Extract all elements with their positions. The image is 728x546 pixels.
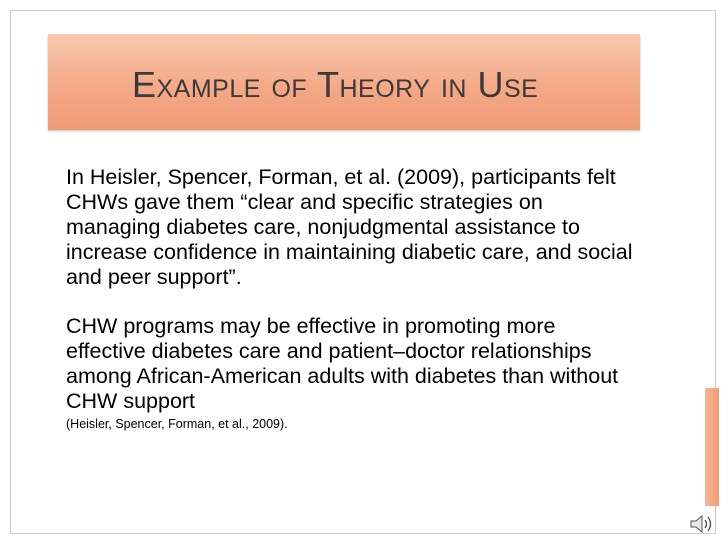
- bullet-text: CHW programs may be effective in promoting more effective diabetes care and patient–doctor relationships among African-American adults with diabetes than without CHW support: [66, 314, 619, 413]
- accent-tab: [705, 388, 719, 506]
- slide-title: Example of Theory in Use: [132, 64, 539, 105]
- citation: (Heisler, Spencer, Forman, et al., 2009).: [66, 417, 288, 431]
- bullet-item: [36, 314, 636, 434]
- bullet-text: In Heisler, Spencer, Forman, et al. (2009), participants felt CHWs gave them “clear and specific strategies on managing diabetes care, nonjudgmental assistance to increase confidence in maintaining diabetic care, and social and peer support”.: [66, 165, 633, 289]
- bullet-item: [36, 165, 636, 290]
- speaker-icon[interactable]: [689, 513, 715, 535]
- bullet-list: [36, 165, 636, 458]
